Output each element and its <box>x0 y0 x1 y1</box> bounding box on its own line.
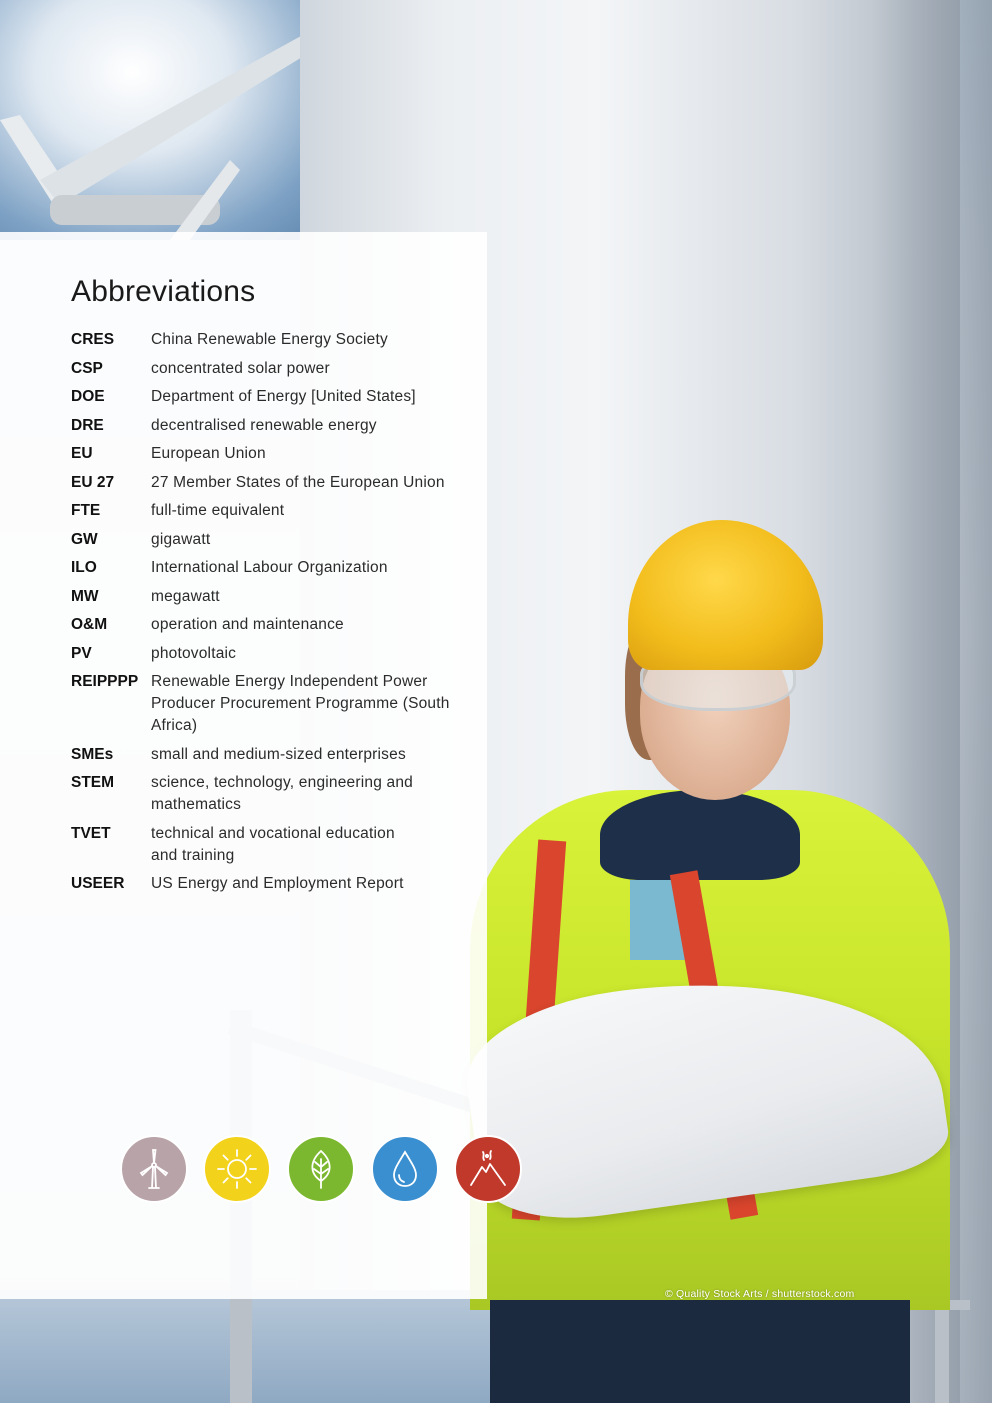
abbreviation-row <box>71 386 461 408</box>
abbreviation-term: ILO <box>71 559 97 576</box>
leaf-icon <box>287 1135 355 1203</box>
railing-post <box>935 1300 949 1403</box>
water-drop-icon <box>371 1135 439 1203</box>
abbreviation-definition: small and medium-sized enterprises <box>151 745 406 763</box>
abbreviation-term: CRES <box>71 331 115 348</box>
abbreviation-term: FTE <box>71 502 101 519</box>
abbreviation-row <box>71 529 461 551</box>
abbreviation-row <box>71 614 461 636</box>
abbreviation-term: REIPPPP <box>71 673 139 690</box>
wind-turbine-blades-graphic <box>0 0 330 240</box>
abbreviation-row <box>71 671 461 737</box>
energy-icons-row <box>120 1135 530 1201</box>
abbreviation-row <box>71 358 461 380</box>
abbreviation-row <box>71 586 461 608</box>
abbreviation-definition: megawatt <box>151 587 220 605</box>
abbreviations-list <box>71 329 461 902</box>
abbreviation-row <box>71 643 461 665</box>
abbreviation-row <box>71 500 461 522</box>
abbreviation-definition: Department of Energy [United States] <box>151 388 416 405</box>
abbreviation-definition: science, technology, engineering and mathematics <box>151 774 413 813</box>
abbreviation-definition: gigawatt <box>151 530 211 548</box>
abbreviation-row <box>71 415 461 437</box>
abbreviation-definition: 27 Member States of the European Union <box>151 473 445 491</box>
abbreviation-term: EU <box>71 445 93 462</box>
abbreviation-definition: Renewable Energy Independent Power Producer Procurement Programme (South Africa) <box>151 673 450 734</box>
abbreviation-term: USEER <box>71 875 125 892</box>
abbreviation-definition: International Labour Organization <box>151 559 388 576</box>
sun-icon <box>203 1135 271 1203</box>
abbreviation-definition: concentrated solar power <box>151 359 330 377</box>
photo-credit: © Quality Stock Arts / shutterstock.com <box>665 1288 855 1300</box>
abbreviation-definition: operation and maintenance <box>151 616 344 633</box>
abbreviation-term: STEM <box>71 774 115 791</box>
abbreviation-definition: photovoltaic <box>151 644 237 662</box>
abbreviation-row <box>71 443 461 465</box>
abbreviation-row <box>71 557 461 579</box>
geothermal-icon <box>454 1135 522 1203</box>
worker-collar <box>600 790 800 880</box>
abbreviation-definition: full-time equivalent <box>151 502 285 519</box>
abbreviation-definition: decentralised renewable energy <box>151 416 377 434</box>
abbreviation-definition: technical and vocational education and training <box>151 824 395 864</box>
abbreviation-row <box>71 744 461 766</box>
abbreviation-row <box>71 873 461 895</box>
abbreviation-row <box>71 329 461 351</box>
abbreviation-term: O&M <box>71 616 108 633</box>
abbreviation-term: PV <box>71 644 92 662</box>
abbreviation-term: GW <box>71 530 98 548</box>
wind-turbine-icon <box>120 1135 188 1203</box>
abbreviation-term: MW <box>71 587 99 605</box>
abbreviation-term: DOE <box>71 388 105 405</box>
abbreviation-term: SMEs <box>71 745 114 763</box>
abbreviation-term: TVET <box>71 824 111 842</box>
abbreviation-row <box>71 772 461 816</box>
abbreviation-term: CSP <box>71 359 103 377</box>
abbreviation-term: EU 27 <box>71 473 115 491</box>
abbreviation-row <box>71 472 461 494</box>
worker-pants <box>490 1300 910 1403</box>
abbreviation-definition: US Energy and Employment Report <box>151 875 404 892</box>
abbreviation-definition: European Union <box>151 445 266 462</box>
page-title: Abbreviations <box>71 275 256 308</box>
abbreviation-row <box>71 823 461 867</box>
abbreviation-term: DRE <box>71 416 104 434</box>
abbreviation-definition: China Renewable Energy Society <box>151 331 388 348</box>
